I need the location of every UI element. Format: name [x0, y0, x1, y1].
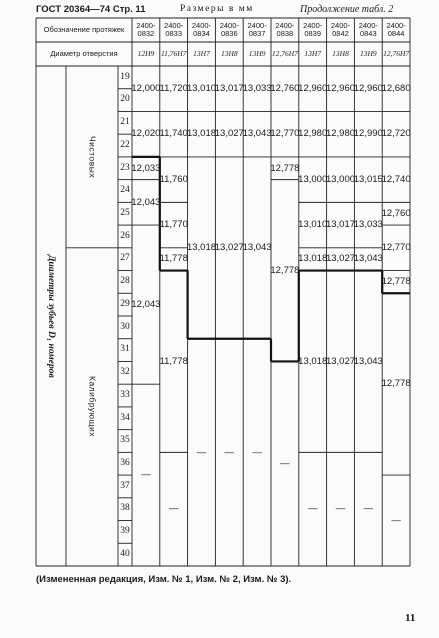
table-cell: 13,043 — [242, 242, 272, 254]
column-designation: 2400-0837 — [247, 20, 267, 38]
column-designation: 2400-0833 — [164, 20, 184, 38]
side-label-finishing: Чистовых — [87, 135, 98, 178]
table-cell: 13,000 — [325, 173, 356, 185]
table-cell: 13,043 — [242, 128, 272, 140]
column-designation: 2400-0834 — [191, 20, 212, 38]
table-cell: 12,033 — [131, 162, 161, 174]
table-cell: 11,778 — [159, 355, 188, 367]
column-diameter: 13Н8 — [332, 48, 349, 58]
page-header: ГОСТ 20364—74 Стр. 11 — [36, 4, 146, 15]
table-cell: 13,043 — [353, 253, 383, 265]
column-diameter: 13Н9 — [248, 48, 266, 58]
tooth-number: 32 — [120, 367, 130, 378]
table-cell: 13,043 — [353, 355, 383, 367]
table-cell: 13,027 — [325, 355, 356, 367]
tooth-number: 25 — [120, 207, 130, 218]
column-diameter: 13Н7 — [193, 48, 210, 58]
column-diameter: 13Н9 — [359, 48, 377, 58]
table-cell: 13,018 — [186, 128, 217, 140]
row-label-diameter: Диаметр отверстия — [50, 48, 118, 58]
table-cell: — — [391, 514, 401, 526]
table-cell: 11,740 — [159, 128, 188, 140]
column-designation: 2400-0844 — [386, 20, 406, 38]
column-designation: 2400-0838 — [275, 20, 295, 38]
table-cell: 11,770 — [159, 219, 188, 231]
units-label: Размеры в мм — [180, 4, 254, 14]
amendment-note: (Измененная редакция, Изм. № 1, Изм. № 2, Изм. № 3). — [36, 574, 292, 585]
table-cell: 13,033 — [353, 219, 383, 231]
page-number: 11 — [405, 612, 416, 624]
row-label-designation: Обозначение протяжек — [43, 24, 125, 34]
table-cell: 12,990 — [353, 128, 383, 140]
table-cell: 12,778 — [381, 378, 411, 390]
tooth-number: 26 — [120, 230, 130, 241]
table-cell: 13,027 — [214, 128, 244, 140]
table-cell: 12,043 — [131, 196, 161, 208]
tooth-number: 34 — [120, 412, 130, 423]
tooth-number: 36 — [120, 457, 130, 468]
column-diameter: 12,76Н7 — [383, 48, 410, 58]
table-cell: 12,980 — [325, 128, 356, 140]
table-cell: 13,010 — [186, 82, 217, 94]
tooth-number: 24 — [120, 185, 130, 196]
tooth-number: 20 — [120, 94, 130, 105]
table-cell: — — [196, 446, 207, 458]
table-cell: 12,000 — [131, 82, 161, 94]
column-designation: 2400-0839 — [303, 20, 323, 38]
tooth-number: 30 — [120, 321, 130, 332]
column-diameter: 12Н9 — [137, 48, 155, 58]
table-cell: — — [224, 446, 235, 458]
table-cell: 12,960 — [353, 82, 383, 94]
table-cell: 12,020 — [131, 128, 161, 140]
table-cell: 11,720 — [159, 82, 188, 94]
table-cell: 13,015 — [353, 173, 383, 185]
table-cell: 13,027 — [325, 253, 356, 265]
side-label-main: Диаметры зубьев D₁ номеров — [46, 254, 56, 378]
table-cell: — — [168, 503, 179, 515]
table-cell: — — [252, 446, 262, 458]
table-cell: 12,760 — [270, 82, 300, 94]
tooth-number: 37 — [120, 480, 130, 491]
table-cell: 13,010 — [298, 219, 328, 231]
table-cell: 12,760 — [381, 207, 411, 219]
tooth-number: 22 — [120, 139, 130, 150]
table-cell: 12,720 — [381, 128, 411, 140]
column-designation: 2400-0832 — [136, 20, 156, 38]
table-cell: 13,017 — [325, 219, 356, 231]
tooth-number: 39 — [120, 526, 130, 537]
tooth-number: 23 — [120, 162, 130, 173]
table-cell: 12,770 — [381, 242, 411, 254]
column-diameter: 13Н8 — [220, 48, 238, 58]
tooth-number: 28 — [120, 276, 130, 287]
table-cell: 12,778 — [270, 264, 300, 276]
table-cell: — — [280, 457, 290, 469]
table-cell: 13,033 — [242, 82, 272, 94]
tooth-number: 21 — [120, 117, 130, 128]
table-cell: 13,018 — [298, 355, 328, 367]
column-diameter: 11,76Н7 — [160, 48, 187, 58]
column-diameter: 12,76Н7 — [271, 48, 298, 58]
column-diameter: 13Н7 — [304, 48, 322, 58]
table-cell: 12,680 — [381, 82, 411, 94]
tooth-number: 33 — [120, 389, 130, 400]
table-cell: — — [363, 503, 374, 515]
tooth-number: 35 — [120, 435, 130, 446]
table-cell: 13,017 — [214, 82, 244, 94]
tooth-number: 29 — [120, 298, 130, 309]
table-cell: — — [335, 503, 346, 515]
table-cell: 12,960 — [325, 82, 356, 94]
table-cell: 13,018 — [186, 242, 217, 254]
table-cell: — — [141, 469, 151, 481]
table-cell: 12,043 — [131, 298, 161, 310]
table-cell: — — [307, 503, 318, 515]
table-cell: 12,980 — [298, 128, 328, 140]
column-designation: 2400-0836 — [219, 20, 239, 38]
table-cell: 13,000 — [298, 173, 328, 185]
table-cell: 12,960 — [298, 82, 328, 94]
column-designation: 2400-0843 — [358, 20, 378, 38]
table-cell: 12,740 — [381, 173, 411, 185]
side-label-sizing: Калибрующих — [87, 376, 98, 438]
tooth-number: 40 — [120, 548, 130, 559]
tooth-number: 31 — [120, 344, 130, 355]
table-cell: 12,778 — [270, 162, 300, 174]
table-cell: 13,018 — [298, 253, 328, 265]
column-designation: 2400-0842 — [330, 20, 351, 38]
table-cell: 11,760 — [159, 173, 188, 185]
tooth-number: 27 — [120, 253, 130, 264]
tooth-number: 19 — [120, 71, 130, 82]
table-cell: 12,778 — [381, 276, 411, 288]
table-cell: 11,778 — [159, 253, 188, 265]
table-cell: 13,027 — [214, 242, 244, 254]
tooth-number: 38 — [120, 503, 130, 514]
table-cell: 12,770 — [270, 128, 300, 140]
continuation-label: Продолжение табл. 2 — [300, 4, 394, 15]
